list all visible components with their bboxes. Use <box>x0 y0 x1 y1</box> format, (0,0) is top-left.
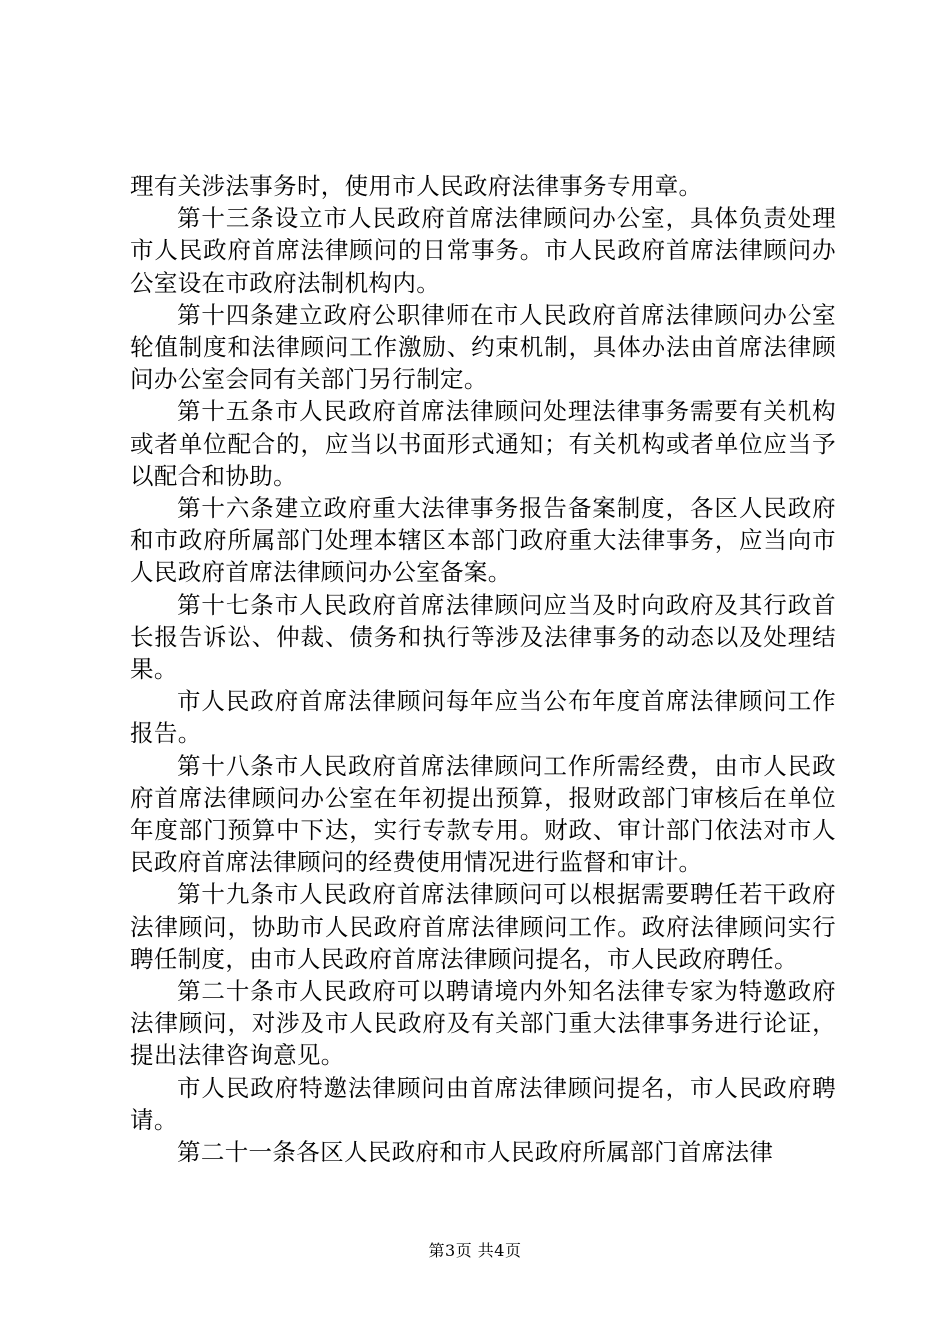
paragraph-article-13: 第十三条设立市人民政府首席法律顾问办公室，具体负责处理市人民政府首席法律顾问的日常事务。市人民政府首席法律顾问办公室设在市政府法制机构内。 <box>130 204 836 297</box>
paragraph-article-14: 第十四条建立政府公职律师在市人民政府首席法律顾问办公室轮值制度和法律顾问工作激励、约束机制，具体办法由首席法律顾问办公室会同有关部门另行制定。 <box>130 300 836 394</box>
paragraph-article-15: 第十五条市人民政府首席法律顾问处理法律事务需要有关机构或者单位配合的，应当以书面形式通知；有关机构或者单位应当予以配合和协助。 <box>130 397 836 490</box>
paragraph-article-17: 第十七条市人民政府首席法律顾问应当及时向政府及其行政首长报告诉讼、仲裁、债务和执行等涉及法律事务的动态以及处理结果。 <box>130 590 836 684</box>
document-body <box>130 170 836 1168</box>
paragraph-article-18: 第十八条市人民政府首席法律顾问工作所需经费，由市人民政府首席法律顾问办公室在年初提出预算，报财政部门审核后在单位年度部门预算中下达，实行专款专用。财政、审计部门依法对市人民政府首席法律顾问的经费使用情况进行监督和审计。 <box>130 751 836 877</box>
paragraph-article-21: 第二十一条各区人民政府和市人民政府所属部门首席法律 <box>177 1138 774 1167</box>
paragraph-article-16: 第十六条建立政府重大法律事务报告备案制度，各区人民政府和市政府所属部门处理本辖区本部门政府重大法律事务，应当向市人民政府首席法律顾问办公室备案。 <box>130 494 836 587</box>
page-footer <box>0 1241 950 1261</box>
paragraph: 市人民政府特邀法律顾问由首席法律顾问提名，市人民政府聘请。 <box>130 1073 836 1134</box>
paragraph: 理有关涉法事务时，使用市人民政府法律事务专用章。 <box>130 172 703 200</box>
paragraph: 市人民政府首席法律顾问每年应当公布年度首席法律顾问工作报告。 <box>130 687 836 748</box>
paragraph-article-19: 第十九条市人民政府首席法律顾问可以根据需要聘任若干政府法律顾问，协助市人民政府首席法律顾问工作。政府法律顾问实行聘任制度，由市人民政府首席法律顾问提名，市人民政府聘任。 <box>130 880 836 973</box>
paragraph-article-20: 第二十条市人民政府可以聘请境内外知名法律专家为特邀政府法律顾问，对涉及市人民政府及有关部门重大法律事务进行论证，提出法律咨询意见。 <box>130 977 836 1070</box>
page-number: 第3页 共4页 <box>428 1241 522 1260</box>
